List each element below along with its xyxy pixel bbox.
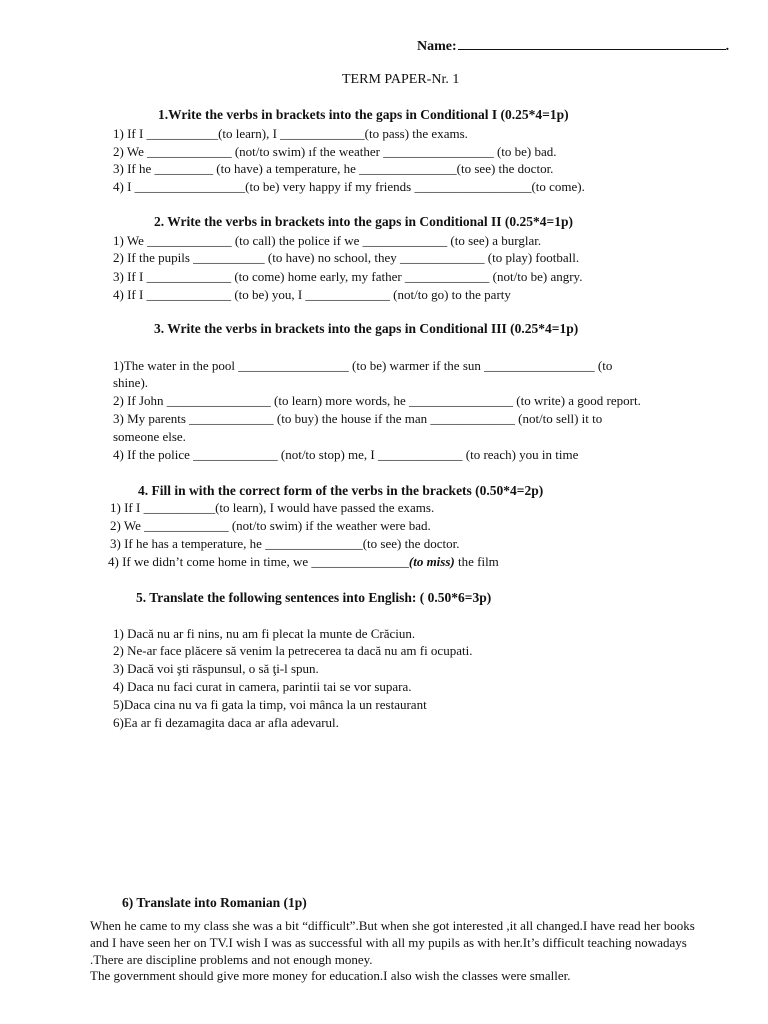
s2-item-2: 2) If the pupils ___________ (to have) no school, they _____________ (to play) football.	[113, 250, 580, 265]
s1-item-1: 1) If I ___________(to learn), I _____________(to pass) the exams.	[113, 126, 468, 141]
section-5-heading: 5. Translate the following sentences into English: ( 0.50*6=3p)	[136, 590, 492, 605]
section-6-heading: 6) Translate into Romanian (1p)	[122, 895, 307, 910]
name-blank[interactable]	[458, 36, 726, 50]
s5-item-5: 5)Daca cina nu va fi gata la timp, voi mânca la un restaurant	[113, 697, 427, 712]
s3-item-1: 1)The water in the pool _________________ (to be) warmer if the sun _________________ (to	[113, 358, 613, 373]
s3-item-3-cont: someone else.	[113, 429, 186, 444]
s4-item-2: 2) We _____________ (not/to swim) if the weather were bad.	[110, 518, 431, 533]
section-3-heading: 3. Write the verbs in brackets into the gaps in Conditional III (0.25*4=1p)	[154, 321, 579, 336]
s2-item-1: 1) We _____________ (to call) the police if we _____________ (to see) a burglar.	[113, 233, 542, 248]
s5-item-2: 2) Ne-ar face plăcere să venim la petrecerea ta dacă nu am fi ocupati.	[113, 643, 473, 658]
section-1-heading: 1.Write the verbs in brackets into the gaps in Conditional I (0.25*4=1p)	[158, 107, 569, 122]
section-2-heading: 2. Write the verbs in brackets into the gaps in Conditional II (0.25*4=1p)	[154, 214, 573, 229]
section-4-heading: 4. Fill in with the correct form of the verbs in the brackets (0.50*4=2p)	[138, 483, 544, 498]
s5-item-4: 4) Daca nu faci curat in camera, parintii tai se vor supara.	[113, 679, 412, 694]
s1-item-2: 2) We _____________ (not/to swim) ıf the weather _________________ (to be) bad.	[113, 144, 557, 159]
s5-item-3: 3) Dacă voi şti răspunsul, o să ţi-l spun.	[113, 661, 319, 676]
s5-item-1: 1) Dacă nu ar fi nins, nu am fi plecat la munte de Crăciun.	[113, 626, 416, 641]
name-field	[417, 36, 729, 55]
s2-item-4: 4) If I _____________ (to be) you, I _____________ (not/to go) to the party	[113, 287, 511, 302]
s6-last-line: The government should give more money for education.I also wish the classes were smaller.	[90, 968, 571, 983]
s3-item-2: 2) If John ________________ (to learn) more words, he ________________ (to write) a good report.	[113, 393, 641, 408]
s4-item-4	[108, 554, 499, 570]
name-label: Name:	[417, 39, 457, 54]
s1-item-4: 4) I _________________(to be) very happy if my friends __________________(to come).	[113, 179, 585, 194]
s4-item-3: 3) If he has a temperature, he _______________(to see) the doctor.	[110, 536, 460, 551]
s4-item-4-emphasis: (to miss)	[408, 554, 455, 569]
s2-item-3: 3) If I _____________ (to come) home early, my father _____________ (not/to be) angry.	[113, 269, 583, 284]
s3-item-4: 4) If the police _____________ (not/to stop) me, I _____________ (to reach) you in time	[113, 447, 579, 462]
s4-item-4-text: 4) If we didn’t come home in time, we _______________	[108, 554, 409, 569]
name-suffix: .	[725, 39, 730, 54]
s5-item-6: 6)Ea ar fi dezamagita daca ar afla adevarul.	[113, 715, 339, 730]
s3-item-3: 3) My parents _____________ (to buy) the house if the man _____________ (not/to sell) it to	[113, 411, 603, 426]
s1-item-3: 3) If he _________ (to have) a temperature, he _______________(to see) the doctor.	[113, 161, 554, 176]
s4-item-1: 1) If I ___________(to learn), I would have passed the exams.	[110, 500, 435, 515]
s6-paragraph: When he came to my class she was a bit “difficult”.But when she got interested ,it all changed.I have read her books and I have seen her on TV.I wish I was as successful with all my pupils as with her.It’s difficult teaching nowadays .There are discipline problems and not enough money.	[90, 918, 695, 967]
s3-item-1-cont: shine).	[113, 375, 149, 390]
s4-item-4-end: the film	[454, 554, 499, 569]
page-title: TERM PAPER-Nr. 1	[342, 72, 460, 87]
